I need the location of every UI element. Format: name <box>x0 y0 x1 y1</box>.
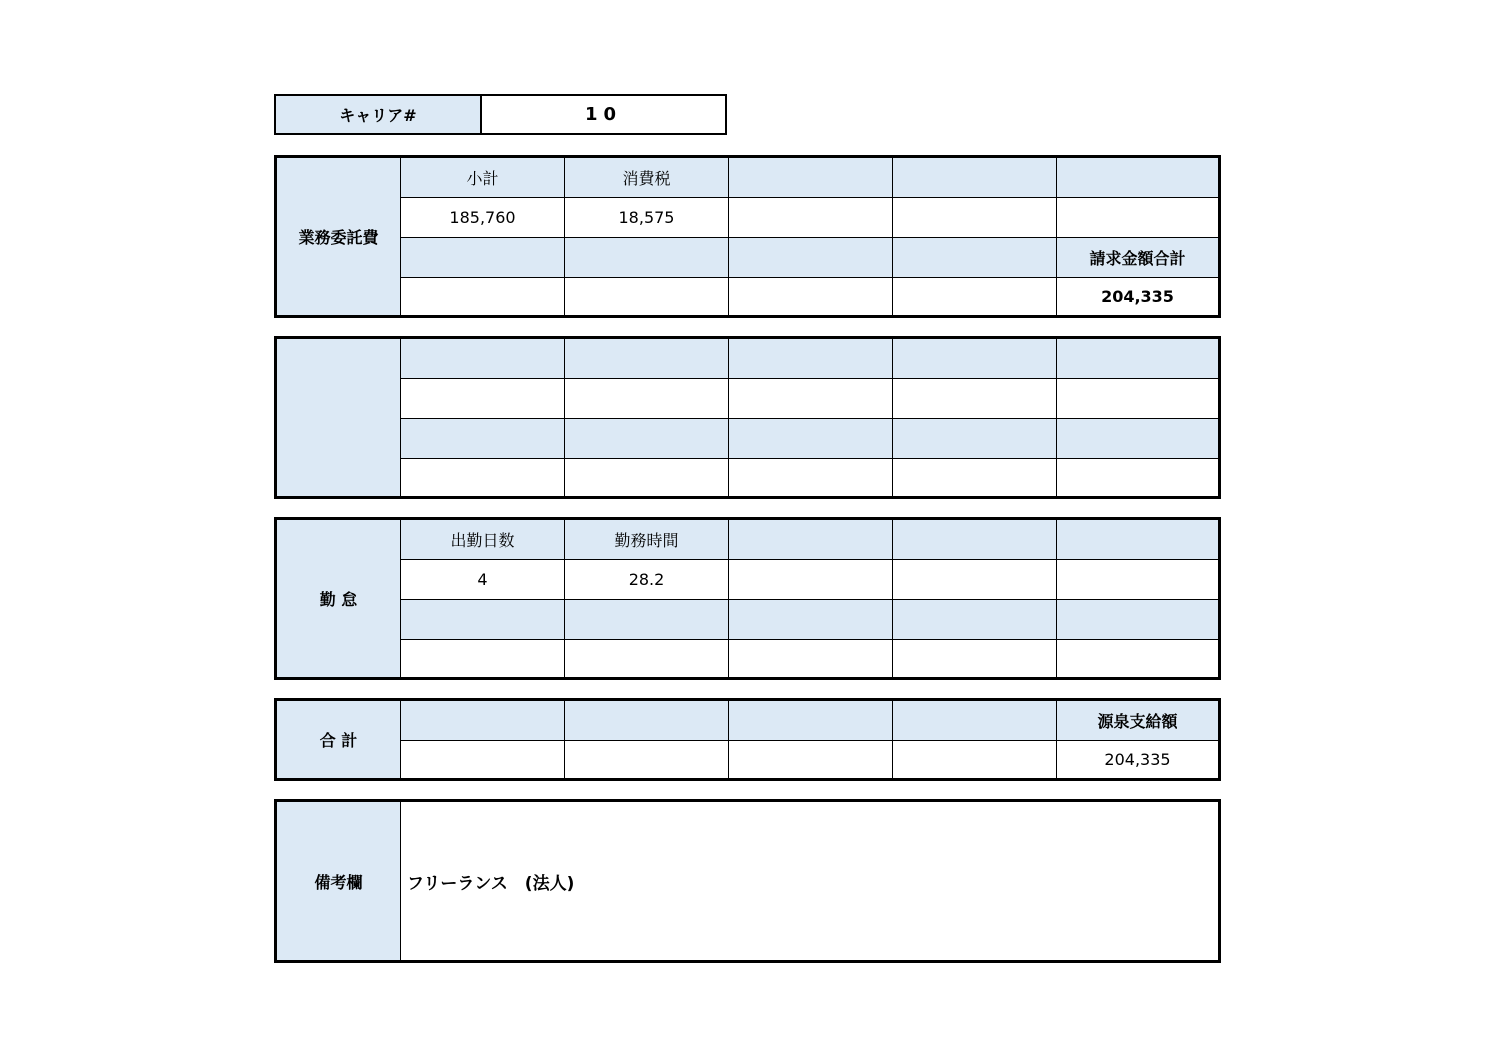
attendance-cell <box>1057 560 1218 600</box>
blank-cell <box>401 419 565 459</box>
fee-section <box>274 155 1221 318</box>
fee-cell: 消費税 <box>565 158 729 198</box>
fee-cell <box>401 278 565 315</box>
blank-cell <box>1057 379 1218 419</box>
fee-cell <box>401 238 565 278</box>
fee-cell <box>893 158 1057 198</box>
attendance-cell <box>729 640 893 677</box>
attendance-cell <box>1057 640 1218 677</box>
attendance-cell <box>729 560 893 600</box>
total-cell <box>893 741 1057 778</box>
fee-cell <box>1057 198 1218 238</box>
attendance-cell <box>565 600 729 640</box>
total-cell <box>729 741 893 778</box>
remarks-title: 備考欄 <box>277 802 401 960</box>
fee-cell <box>729 158 893 198</box>
fee-cell <box>565 238 729 278</box>
blank-cell <box>893 339 1057 379</box>
blank-cell <box>1057 339 1218 379</box>
carrier-value: 10 <box>584 104 623 125</box>
blank-cell <box>729 379 893 419</box>
fee-cell: 204,335 <box>1101 287 1174 306</box>
blank-cell <box>565 339 729 379</box>
attendance-cell <box>1057 520 1218 560</box>
fee-cell <box>893 198 1057 238</box>
fee-cell: 小計 <box>401 158 565 198</box>
fee-cell <box>729 278 893 315</box>
fee-cell <box>565 278 729 315</box>
attendance-section <box>274 517 1221 680</box>
total-section <box>274 698 1221 781</box>
attendance-cell <box>1057 600 1218 640</box>
attendance-cell <box>893 640 1057 677</box>
blank-cell <box>401 379 565 419</box>
blank-cell <box>893 379 1057 419</box>
total-cell <box>729 701 893 741</box>
fee-title: 業務委託費 <box>277 158 401 315</box>
blank-cell <box>1057 419 1218 459</box>
blank-cell <box>565 379 729 419</box>
attendance-cell: 4 <box>401 560 565 600</box>
attendance-cell <box>893 560 1057 600</box>
remarks-text: フリーランス (法人) <box>407 873 575 894</box>
blank-cell <box>729 459 893 496</box>
blank-cell <box>565 419 729 459</box>
total-cell <box>401 701 565 741</box>
fee-cell <box>729 238 893 278</box>
fee-cell <box>893 238 1057 278</box>
total-cell <box>401 741 565 778</box>
total-cell <box>565 701 729 741</box>
fee-cell <box>729 198 893 238</box>
attendance-title: 勤 怠 <box>277 520 401 677</box>
blank-title <box>277 339 401 496</box>
attendance-cell: 28.2 <box>565 560 729 600</box>
remarks-section <box>274 799 1221 963</box>
fee-cell <box>893 278 1057 315</box>
attendance-cell <box>729 600 893 640</box>
attendance-cell: 勤務時間 <box>565 520 729 560</box>
attendance-cell <box>565 640 729 677</box>
blank-section <box>274 336 1221 499</box>
attendance-cell <box>729 520 893 560</box>
total-cell: 204,335 <box>1104 750 1171 769</box>
blank-cell <box>893 419 1057 459</box>
total-cell <box>893 701 1057 741</box>
attendance-cell <box>401 600 565 640</box>
carrier-label: キャリア# <box>276 96 482 133</box>
fee-cell: 請求金額合計 <box>1057 238 1218 278</box>
blank-cell <box>729 419 893 459</box>
blank-cell <box>1057 459 1218 496</box>
blank-cell <box>401 459 565 496</box>
total-cell: 源泉支給額 <box>1057 701 1218 741</box>
blank-cell <box>729 339 893 379</box>
carrier-box <box>274 94 727 135</box>
fee-cell: 185,760 <box>401 198 565 238</box>
total-title: 合 計 <box>277 701 401 778</box>
blank-cell <box>565 459 729 496</box>
fee-cell: 18,575 <box>565 198 729 238</box>
blank-cell <box>893 459 1057 496</box>
fee-cell <box>1057 158 1218 198</box>
attendance-cell <box>401 640 565 677</box>
blank-cell <box>401 339 565 379</box>
attendance-cell <box>893 520 1057 560</box>
total-cell <box>565 741 729 778</box>
attendance-cell: 出勤日数 <box>401 520 565 560</box>
attendance-cell <box>893 600 1057 640</box>
